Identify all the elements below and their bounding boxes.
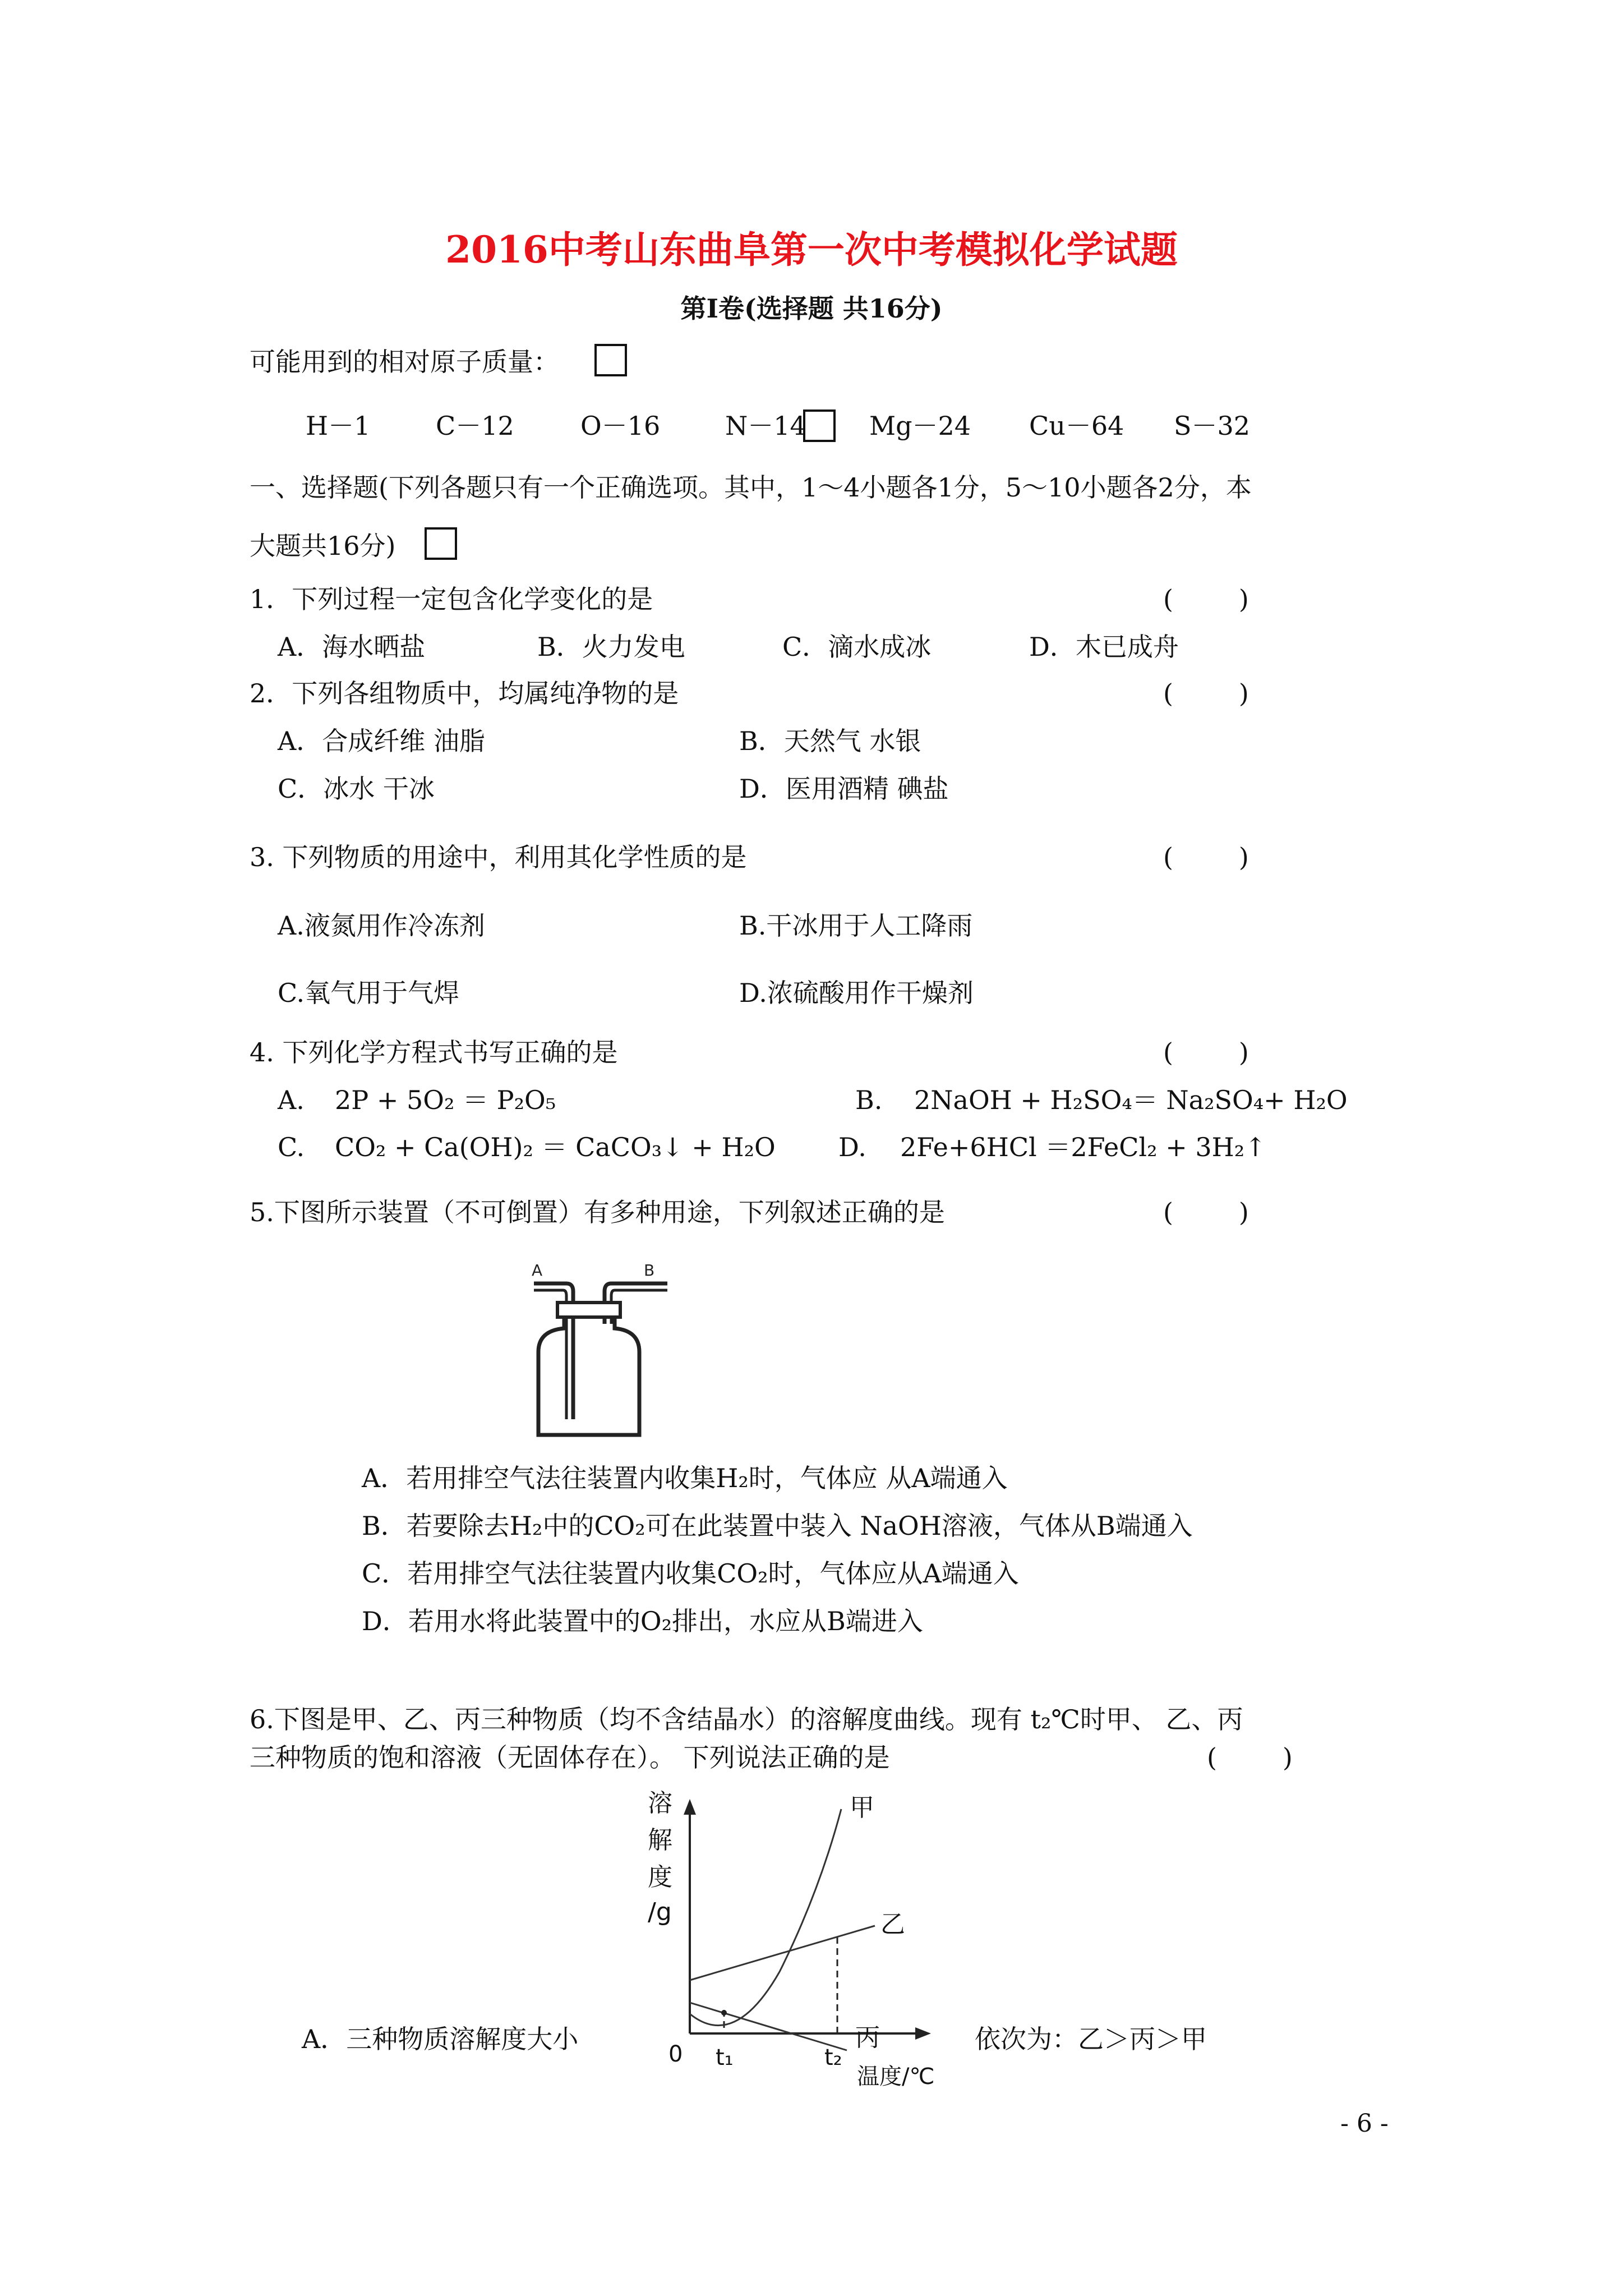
series-line [690,1926,875,1980]
answer-paren: ( ) [1207,1742,1293,1773]
q3-option-d: D.浓硫酸用作干燥剂 [739,978,974,1008]
q1-option-a: A．海水晒盐 [278,632,426,662]
origin-label: 0 [668,2041,683,2067]
y-axis-label-char: 解 [648,1826,672,1855]
q5-option-b: B．若要除去H₂中的CO₂可在此装置中装入 NaOH溶液，气体从B端通入 [362,1511,1193,1541]
y-axis-label-char: /g [648,1898,672,1926]
question-2-stem: 2．下列各组物质中，均属纯净物的是 [250,678,679,708]
atomic-mass-c: C－12 [436,411,514,441]
x-tick-label: t₂ [824,2045,842,2070]
question-4-stem: 4. 下列化学方程式书写正确的是 [250,1037,618,1068]
q1-option-d: D．木已成舟 [1029,632,1179,662]
answer-paren: ( ) [1163,678,1249,708]
q4-option-d-formula: 2Fe+6HCl ＝2FeCl₂ + 3H₂↑ [900,1132,1266,1162]
apparatus-label-a: A [532,1261,543,1280]
y-axis-label-char: 度 [648,1863,672,1892]
q2-option-c: C．冰水 干冰 [278,774,435,804]
q6-option-a-cont: 依次为：乙＞丙＞甲 [975,2024,1207,2054]
y-axis-label-char: 溶 [648,1789,672,1818]
atomic-mass-n: N－14 [725,411,806,441]
q4-option-c-label: C. [278,1132,305,1162]
question-1-stem: 1．下列过程一定包含化学变化的是 [250,584,653,614]
answer-paren: ( ) [1163,1037,1249,1068]
q5-option-c: C．若用排空气法往装置内收集CO₂时，气体应从A端通入 [362,1558,1019,1589]
apparatus-label-b: B [644,1261,655,1280]
q5-option-d: D．若用水将此装置中的O₂排出，水应从B端进入 [362,1606,923,1636]
series-line [690,1809,841,2026]
question-5-stem: 5.下图所示装置（不可倒置）有多种用途，下列叙述正确的是 [250,1197,945,1227]
answer-paren: ( ) [1163,1197,1249,1227]
q3-option-a: A.液氮用作冷冻剂 [278,910,485,941]
answer-box [803,409,836,442]
series-line [690,2003,847,2050]
intersection-point [721,2010,727,2016]
solubility-chart [639,1787,953,2092]
question-6-stem: 6.下图是甲、乙、丙三种物质（均不含结晶水）的溶解度曲线。现有 t₂℃时甲、 乙、丙 [250,1704,1243,1734]
atomic-mass-label: 可能用到的相对原子质量： [250,347,559,377]
stopper [557,1303,620,1317]
question-3-stem: 3. 下列物质的用途中，利用其化学性质的是 [250,842,747,872]
x-axis-arrow [915,2027,931,2040]
series-label: 乙 [880,1910,905,1939]
section-heading-cont: 大题共16分) [250,531,396,561]
q4-option-b-formula: 2NaOH + H₂SO₄＝ Na₂SO₄+ H₂O [914,1085,1348,1115]
q3-option-b: B.干冰用于人工降雨 [739,910,973,941]
q2-option-a: A．合成纤维 油脂 [278,726,485,756]
bottle [538,1318,639,1435]
series-label: 丙 [855,2023,880,2052]
x-axis-label: 温度/℃ [857,2064,935,2090]
q2-option-d: D．医用酒精 碘盐 [739,774,949,804]
q4-option-a-formula: 2P + 5O₂ ＝ P₂O₅ [335,1085,556,1115]
q4-option-a-label: A. [278,1085,305,1115]
x-tick-label: t₁ [716,2045,734,2070]
q6-option-a: A．三种物质溶解度大小 [302,2024,579,2054]
part-heading: 第Ⅰ卷(选择题 共16分) [680,293,943,324]
q4-option-b-label: B. [855,1085,883,1115]
answer-box [425,527,457,560]
series-label: 甲 [850,1793,874,1822]
atomic-mass-h: H－1 [306,411,371,441]
atomic-mass-cu: Cu－64 [1029,411,1124,441]
q4-option-c-formula: CO₂ + Ca(OH)₂ ＝ CaCO₃↓ + H₂O [335,1132,776,1162]
answer-paren: ( ) [1163,584,1249,614]
q3-option-c: C.氧气用于气焊 [278,978,460,1008]
q5-option-a: A．若用排空气法往装置内收集H₂时，气体应 从A端通入 [362,1463,1008,1493]
q4-option-d-label: D. [838,1132,866,1162]
y-axis-arrow [684,1799,696,1815]
q1-option-c: C．滴水成冰 [782,632,932,662]
answer-box [594,344,627,376]
page-number: - 6 - [1340,2109,1389,2138]
section-heading: 一、选择题(下列各题只有一个正确选项。其中，1～4小题各1分，5～10小题各2分，本 [250,472,1252,503]
question-6-stem-cont: 三种物质的饱和溶液（无固体存在）。 下列说法正确的是 [250,1742,890,1773]
atomic-mass-o: O－16 [580,411,661,441]
q1-option-b: B．火力发电 [537,632,685,662]
atomic-mass-mg: Mg－24 [869,411,971,441]
q2-option-b: B．天然气 水银 [739,726,921,756]
answer-paren: ( ) [1163,842,1249,872]
atomic-mass-s: S－32 [1174,411,1251,441]
page-title: 2016中考山东曲阜第一次中考模拟化学试题 [445,228,1178,272]
gas-bottle-apparatus [527,1257,701,1442]
